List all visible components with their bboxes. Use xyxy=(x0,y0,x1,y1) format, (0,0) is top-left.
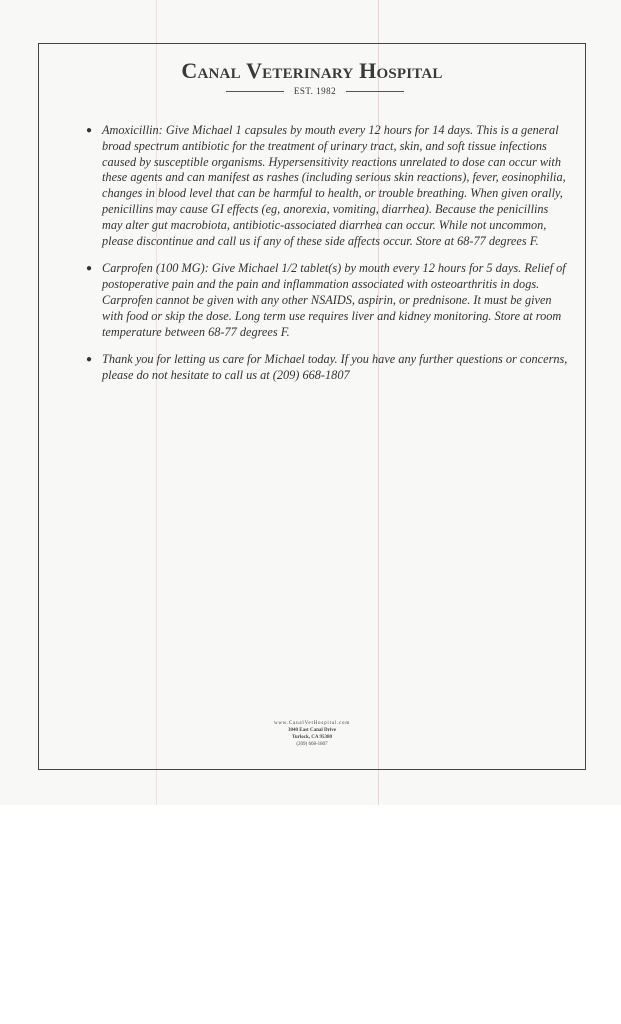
hospital-name: Canal Veterinary Hospital xyxy=(181,58,443,83)
footer-address xyxy=(38,720,586,748)
instruction-item-amoxicillin xyxy=(84,123,568,249)
bullet-icon: ● xyxy=(86,354,93,366)
footer-city: Turlock, CA 95380 xyxy=(292,735,332,740)
instruction-list xyxy=(84,123,568,396)
instruction-item-carprofen xyxy=(84,261,568,340)
divider-rule xyxy=(346,91,404,92)
footer-street: 3040 East Canal Drive xyxy=(288,728,336,733)
instruction-item-thank-you xyxy=(84,352,568,384)
established-line xyxy=(226,84,404,98)
bullet-icon: ● xyxy=(86,263,93,275)
instruction-text: Carprofen (100 MG): Give Michael 1/2 tablet(s) by mouth every 12 hours for 5 days. Relief of postoperative pain and the pain and inflammation associated with osteoarthritis in dogs. Carprofen cannot be given with any other NSAIDS, aspirin, or prednisone. It must be given with food or skip the dose. Long term use requires liver and kidney monitoring. Store at room temperature between 68-77 degrees F. xyxy=(102,261,566,339)
established-text: EST. 1982 xyxy=(293,86,337,96)
instruction-text: Thank you for letting us care for Michael today. If you have any further questions or concerns, please do not hesitate to call us at (209) 668-1807 xyxy=(102,352,568,383)
bullet-icon: ● xyxy=(86,125,93,136)
instruction-text: Amoxicillin: Give Michael 1 capsules by mouth every 12 hours for 14 days. This is a general broad spectrum antibiotic for the treatment of urinary tract, skin, and soft tissue infections caused by susceptible organisms. Hypersensitivity reactions unrelated to dose can occur with these agents and can manifest as rashes (including serious skin reactions), fever, eosinophilia, changes in blood level that can be harmful to health, or trouble breathing. When given orally, penicillins may cause GI effects (eg, anorexia, vomiting, diarrhea). Because the penicillins may alter gut macrobiota, antibiotic-associated diarrhea can occur. While not uncommon, please discontinue and call us if any of these side affects occur. Store at 68-77 degrees F. xyxy=(102,123,566,248)
footer-website: www.CanalVetHospital.com xyxy=(273,721,351,726)
footer-phone: (209) 668-1807 xyxy=(296,742,328,747)
divider-rule xyxy=(226,91,284,92)
